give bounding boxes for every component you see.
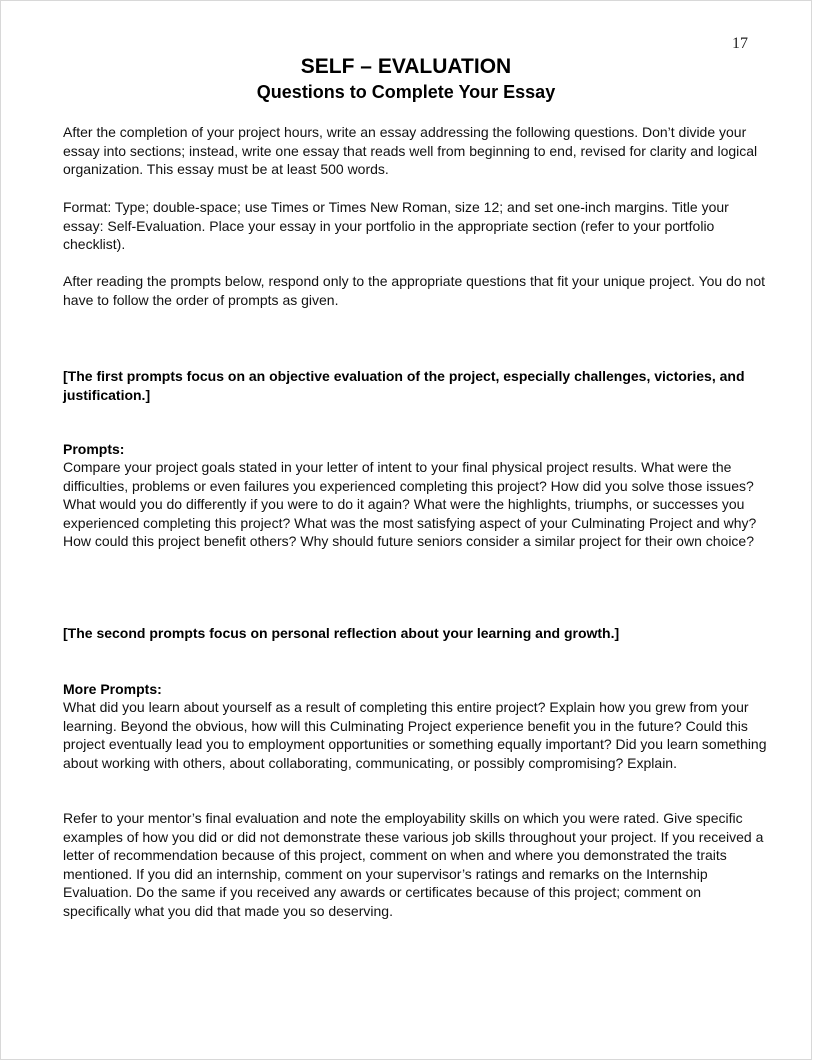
section-1-heading: [The first prompts focus on an objective evaluation of the project, especially challenges, victories, and justification.]	[63, 368, 745, 403]
section-2-body-2: Refer to your mentor’s final evaluation and note the employability skills on which you were rated. Give specific examples of how you did or did not demonstrate these various job skills throughout your project. If you received a letter of recommendation because of this project, comment on when and where you demonstrated the traits mentioned. If you did an internship, comment on your supervisor’s ratings and remarks on the Internship Evaluation. Do the same if you received any awards or certificates because of this project; comment on specifically what you did that made you so deserving.	[63, 810, 764, 919]
intro-paragraph-format: Format: Type; double-space; use Times or Times New Roman, size 12; and set one-inch margins. Title your essay: Self-Evaluation. Place your essay in your portfolio in the appropriate section (refer to your portfolio checklist).	[63, 199, 729, 252]
page-number: 17	[732, 35, 748, 52]
intro-paragraph-1: After the completion of your project hours, write an essay addressing the following questions. Don’t divide your essay into sections; instead, write one essay that reads well from beginning to end, revised for clarity and logical organization. This essay must be at least 500 words.	[63, 124, 758, 177]
page-title: SELF – EVALUATION	[300, 55, 512, 78]
section-1-body: Compare your project goals stated in your letter of intent to your final physical project results. What were the difficulties, problems or even failures you experienced completing this project? How did you solve those issues? What would you do differently if you were to do it again? What were the highlights, triumphs, or successes you experienced completing this project? What was the most satisfying aspect of your Culminating Project and why? How could this project benefit others? Why should future seniors consider a similar project for their own choice?	[63, 459, 757, 549]
section-2-heading: [The second prompts focus on personal reflection about your learning and growth.]	[63, 625, 620, 641]
section-2-label: More Prompts:	[63, 681, 162, 697]
intro-paragraph-instructions: After reading the prompts below, respond only to the appropriate questions that fit your unique project. You do not have to follow the order of prompts as given.	[63, 273, 766, 308]
section-1-label: Prompts:	[63, 441, 125, 457]
page-subtitle: Questions to Complete Your Essay	[256, 82, 556, 102]
section-2-body: What did you learn about yourself as a result of completing this entire project? Explain how you grew from your learning. Beyond the obvious, how will this Culminating Project experience benefit you in the future? Could this project eventually lead you to employment opportunities or something equally important? Did you learn something about working with others, about collaborating, communicating, or possibly compromising? Explain.	[63, 699, 767, 771]
